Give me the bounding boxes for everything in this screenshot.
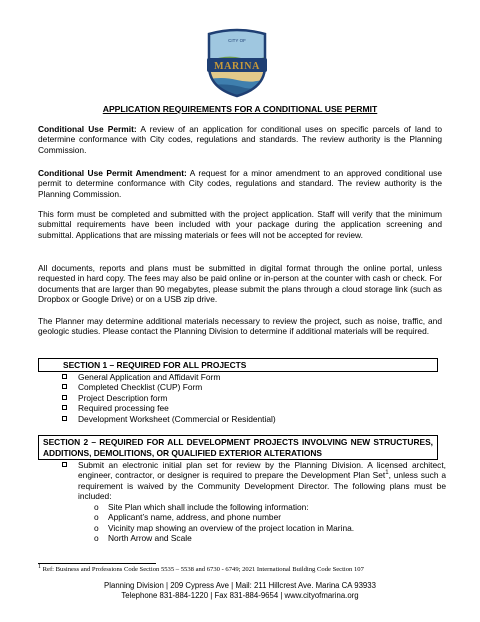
section1-heading: SECTION 1 – REQUIRED FOR ALL PROJECTS <box>38 358 438 372</box>
cup-text: A review of an application for conditional uses on specific parcels of land to determine conformance with City codes, regulations and standards. The review authority is the Planning Commission. <box>38 124 442 155</box>
footnote-ref: 1 <box>385 470 389 477</box>
footer-address: Planning Division | 209 Cypress Ave | Mail: 211 Hillcrest Ave. Marina CA 93933 <box>104 581 376 590</box>
checkbox-icon[interactable] <box>62 462 67 467</box>
section2-heading: SECTION 2 – REQUIRED FOR ALL DEVELOPMENT PROJECTS INVOLVING NEW STRUCTURES, ADDITIONS, DEMOLITIONS, OR QUALIFIED EXTERIOR ALTERATIONS <box>38 435 438 460</box>
submission-paragraph: This form must be completed and submitted with the project application. Staff will verify that the minimum submittal requirements have been included with your package during the application screening and submittal. Applications that are missing materials or fees will not be accepted for review. <box>38 209 442 240</box>
cup-amendment-definition <box>38 168 442 199</box>
amend-label: Conditional Use Permit Amendment: <box>38 168 187 178</box>
footnote-divider <box>38 563 156 564</box>
page-title: APPLICATION REQUIREMENTS FOR A CONDITIONAL USE PERMIT <box>102 104 378 114</box>
circle-bullet-icon: o <box>94 522 99 533</box>
cup-definition <box>38 124 442 155</box>
checklist-item[interactable]: Project Description form <box>62 393 446 403</box>
footer-contact: Telephone 831-884-1220 | Fax 831-884-9654 | www.cityofmarina.org <box>121 591 359 600</box>
checkbox-icon[interactable] <box>62 384 67 389</box>
footnote-text: Ref: Business and Professions Code Section 5535 – 5538 and 6730 - 6749; 2021 International Building Code Section 107 <box>41 566 364 573</box>
footnote <box>38 563 442 574</box>
list-item: o Site Plan which shall include the following information: <box>94 502 309 512</box>
checklist-item[interactable]: General Application and Affidavit Form <box>62 372 446 382</box>
checklist-item[interactable]: Required processing fee <box>62 403 446 413</box>
logo-top-text: CITY OF <box>228 38 246 43</box>
checklist-item[interactable]: Submit an electronic initial plan set for review by the Planning Division. A licensed architect, engineer, contractor, or designer is required to prepare the Development Plan Set$^1$, unless such a requirement is waived by the Community Development Director. The following plans must be included: <box>62 460 446 502</box>
section2-checklist <box>62 460 446 502</box>
checklist-item[interactable]: Development Worksheet (Commercial or Residential) <box>62 414 446 424</box>
list-item: o Vicinity map showing an overview of the project location in Marina. <box>94 522 355 533</box>
digital-format-paragraph: All documents, reports and plans must be submitted in digital format through the online portal, unless requested in hard copy. The fees may also be paid online or in-person at the counter with cash or check. For documents that are larger than 90 megabytes, please submit the plans through a cloud storage link (such as Dropbox or Google Drive) or on a USB zip drive. <box>38 263 442 305</box>
checkbox-icon[interactable] <box>62 374 67 379</box>
section1-checklist <box>62 372 446 424</box>
logo-name: MARINA <box>214 61 260 72</box>
circle-bullet-icon: o <box>94 512 99 523</box>
checkbox-icon[interactable] <box>62 395 67 400</box>
circle-bullet-icon: o <box>94 502 99 512</box>
page-footer <box>30 581 450 601</box>
additional-materials-paragraph: The Planner may determine additional materials necessary to review the project, such as noise, traffic, and geologic studies. Please contact the Planning Division to determine if additional materials will be required. <box>38 316 442 337</box>
footnote-marker: 1 <box>38 563 41 570</box>
amend-text: A request for a minor amendment to an approved conditional use permit to determine conformance with City codes, regulations and standard. The review authority is the Planning Commission. <box>38 168 443 199</box>
checkbox-icon[interactable] <box>62 416 67 421</box>
checkbox-icon[interactable] <box>62 405 67 410</box>
list-item: o Applicant’s name, address, and phone number <box>94 512 282 523</box>
plan-requirements-list <box>94 502 444 544</box>
city-of-marina-logo <box>205 28 269 98</box>
checklist-item[interactable]: Completed Checklist (CUP) Form <box>62 382 446 392</box>
list-item: o North Arrow and Scale <box>94 533 192 544</box>
cup-label: Conditional Use Permit: <box>38 124 137 134</box>
circle-bullet-icon: o <box>94 533 99 544</box>
